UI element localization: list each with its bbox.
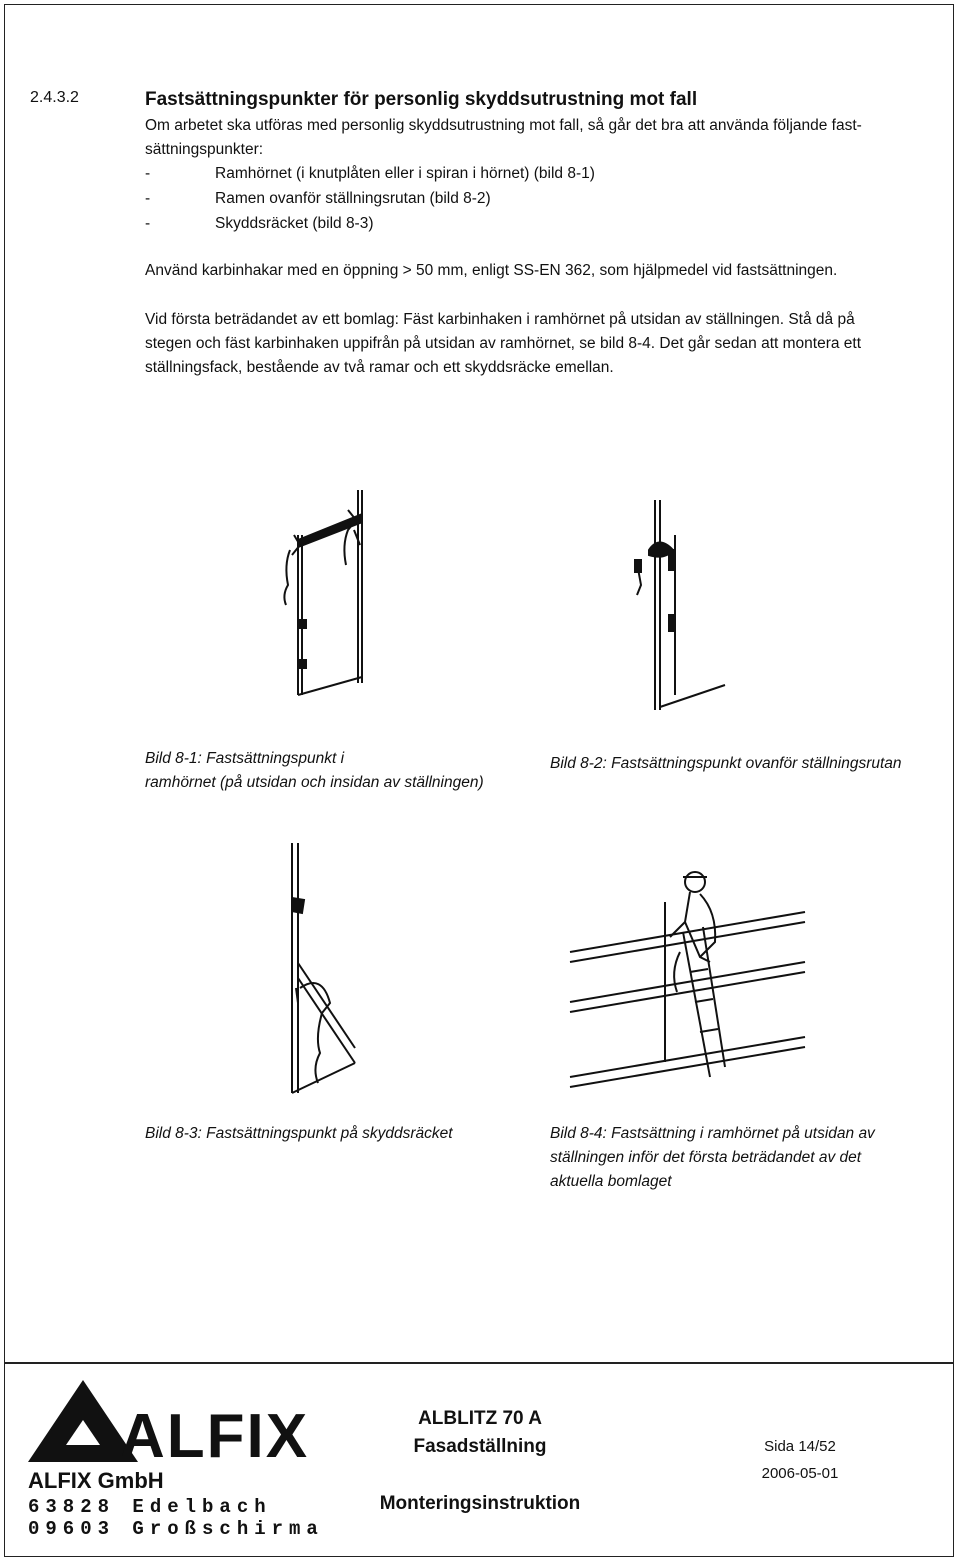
section-title: Fastsättningspunkter för personlig skyddsutrustning mot fall xyxy=(145,89,698,110)
intro-line-2: sättningspunkter: xyxy=(145,141,264,158)
logo-brand: ALFIX xyxy=(120,1402,310,1471)
figure-8-2-illustration xyxy=(625,495,735,715)
logo-address-1: 63828 Edelbach xyxy=(28,1496,272,1518)
paragraph-first-access-2: stegen och fäst karbinhaken uppifrån på utsidan av ramhörnet, se bild 8-4. Det går sedan att montera ett xyxy=(145,335,862,352)
figure-8-1-illustration xyxy=(270,485,380,725)
caption-8-2: Bild 8-2: Fastsättningspunkt ovanför ställningsrutan xyxy=(550,755,902,772)
caption-8-3: Bild 8-3: Fastsättningspunkt på skyddsräcket xyxy=(145,1125,453,1142)
caption-8-4-line-1: Bild 8-4: Fastsättning i ramhörnet på utsidan av xyxy=(550,1125,875,1142)
intro-line-1: Om arbetet ska utföras med personlig skyddsutrustning mot fall, så går det bra att använda följande fast- xyxy=(145,117,862,134)
footer-page-number: Sida 14/52 xyxy=(764,1438,836,1455)
caption-8-1-line-1: Bild 8-1: Fastsättningspunkt i xyxy=(145,750,345,767)
bullet-dash: - xyxy=(145,165,151,182)
footer-product: ALBLITZ 70 A xyxy=(418,1408,542,1429)
paragraph-carabiner: Använd karbinhakar med en öppning > 50 mm, enligt SS-EN 362, som hjälpmedel vid fastsättningen. xyxy=(145,262,838,279)
logo-address-2: 09603 Großschirma xyxy=(28,1518,324,1540)
logo-company: ALFIX GmbH xyxy=(28,1468,164,1493)
footer-date: 2006-05-01 xyxy=(761,1465,839,1482)
bullet-item: Ramhörnet (i knutplåten eller i spiran i hörnet) (bild 8-1) xyxy=(215,165,595,182)
figure-8-4-illustration xyxy=(565,862,810,1092)
footer-doc-type: Monteringsinstruktion xyxy=(379,1493,581,1514)
paragraph-first-access-1: Vid första beträdandet av ett bomlag: Fäst karbinhaken i ramhörnet på utsidan av ställningen. Stå då på xyxy=(145,311,855,328)
bullet-item: Ramen ovanför ställningsrutan (bild 8-2) xyxy=(215,190,491,207)
paragraph-first-access-3: ställningsfack, bestående av två ramar och ett skyddsräcke emellan. xyxy=(145,359,614,376)
bullet-item: Skyddsräcket (bild 8-3) xyxy=(215,215,374,232)
caption-8-4-line-2: ställningen inför det första beträdandet av det xyxy=(550,1149,862,1166)
caption-8-4-line-3: aktuella bomlaget xyxy=(550,1173,672,1190)
caption-8-1-line-2: ramhörnet (på utsidan och insidan av ställningen) xyxy=(145,774,484,791)
section-number: 2.4.3.2 xyxy=(30,89,79,106)
footer-divider xyxy=(4,1362,954,1364)
bullet-dash: - xyxy=(145,190,151,207)
bullet-dash: - xyxy=(145,215,151,232)
footer-product-type: Fasadställning xyxy=(413,1436,547,1457)
figure-8-3-illustration xyxy=(270,838,370,1098)
